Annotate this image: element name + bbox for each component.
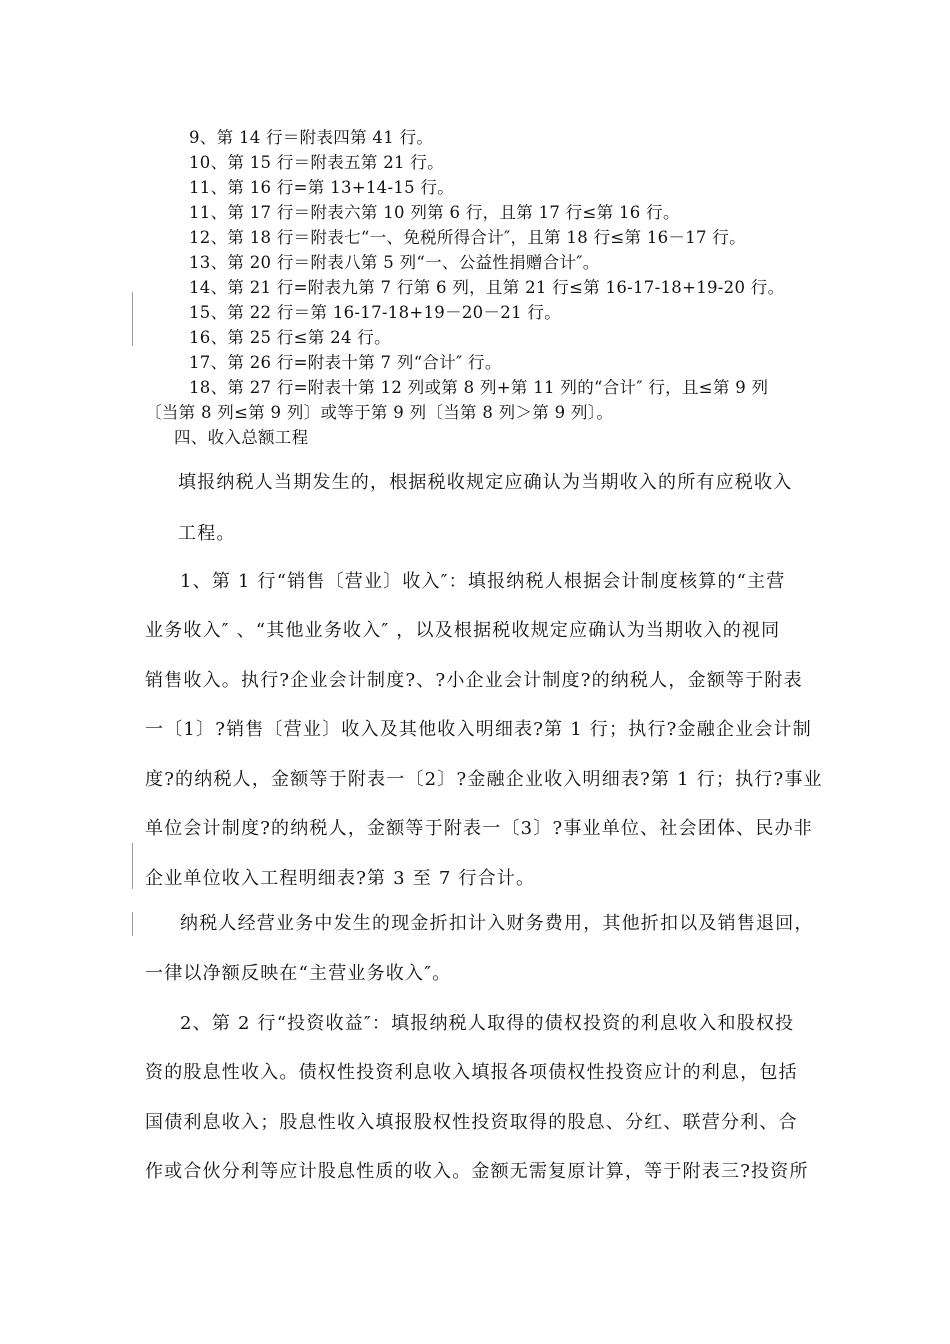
rule-line: 11、第 16 行=第 13+14-15 行。 <box>189 178 455 197</box>
paragraph-line: 1、第 1 行“销售〔营业〕收入″：填报纳税人根据会计制度核算的“主营 <box>180 571 786 592</box>
rule-line: 18、第 27 行=附表十第 12 列或第 8 列+第 11 列的“合计″ 行，且≤第 9 列 <box>189 378 769 397</box>
paragraph-line: 纳税人经营业务中发生的现金折扣计入财务费用，其他折扣以及销售退回， <box>180 913 814 934</box>
margin-marker <box>132 292 133 346</box>
paragraph-line: 销售收入。执行?企业会计制度?、?小企业会计制度?的纳税人，金额等于附表 <box>145 670 803 691</box>
rule-line: 11、第 17 行＝附表六第 10 列第 6 行，且第 17 行≤第 16 行。 <box>189 203 680 222</box>
paragraph-line: 单位会计制度?的纳税人，金额等于附表一〔3〕?事业单位、社会团体、民办非 <box>145 818 813 839</box>
paragraph-line: 2、第 2 行“投资收益″：填报纳税人取得的债权投资的利息收入和股权投 <box>180 1013 795 1034</box>
paragraph-line: 一〔1〕?销售〔营业〕收入及其他收入明细表?第 1 行；执行?金融企业会计制 <box>145 719 812 740</box>
section-heading: 四、收入总额工程 <box>174 428 309 447</box>
paragraph-line: 企业单位收入工程明细表?第 3 至 7 行合计。 <box>145 868 536 889</box>
rule-line: 10、第 15 行＝附表五第 21 行。 <box>189 153 444 172</box>
rule-line: 14、第 21 行=附表九第 7 行第 6 列，且第 21 行≤第 16-17-18+19-20 行。 <box>189 278 785 297</box>
paragraph-line: 度?的纳税人，金额等于附表一〔2〕?金融企业收入明细表?第 1 行；执行?事业 <box>145 769 823 790</box>
rule-line: 15、第 22 行＝第 16-17-18+19－20－21 行。 <box>189 303 562 322</box>
paragraph-line: 资的股息性收入。债权性投资利息收入填报各项债权性投资应计的利息，包括 <box>145 1062 798 1083</box>
margin-marker <box>132 912 133 936</box>
intro-line: 填报纳税人当期发生的，根据税收规定应确认为当期收入的所有应税收入 <box>178 472 793 493</box>
rule-line: 13、第 20 行＝附表八第 5 列“一、公益性捐赠合计″。 <box>189 253 600 272</box>
intro-line: 工程。 <box>178 523 236 544</box>
margin-marker <box>132 843 133 889</box>
rule-line: 12、第 18 行＝附表七“一、免税所得合计″，且第 18 行≤第 16－17 行。 <box>189 228 746 247</box>
rule-line: 16、第 25 行≤第 24 行。 <box>189 328 391 347</box>
rule-line: 17、第 26 行=附表十第 7 列“合计″ 行。 <box>189 353 502 372</box>
paragraph-line: 国债利息收入；股息性收入填报股权性投资取得的股息、分红、联营分利、合 <box>145 1112 798 1133</box>
paragraph-line: 业务收入″ 、“其他业务收入″ ，以及根据税收规定应确认为当期收入的视同 <box>145 620 781 641</box>
paragraph-line: 一律以净额反映在“主营业务收入″。 <box>145 963 452 984</box>
rule-line: 9、第 14 行＝附表四第 41 行。 <box>189 128 434 147</box>
rule-line-continuation: 〔当第 8 列≤第 9 列〕或等于第 9 列〔当第 8 列＞第 9 列〕。 <box>145 403 614 422</box>
paragraph-line: 作或合伙分利等应计股息性质的收入。金额无需复原计算，等于附表三?投资所 <box>145 1161 809 1182</box>
